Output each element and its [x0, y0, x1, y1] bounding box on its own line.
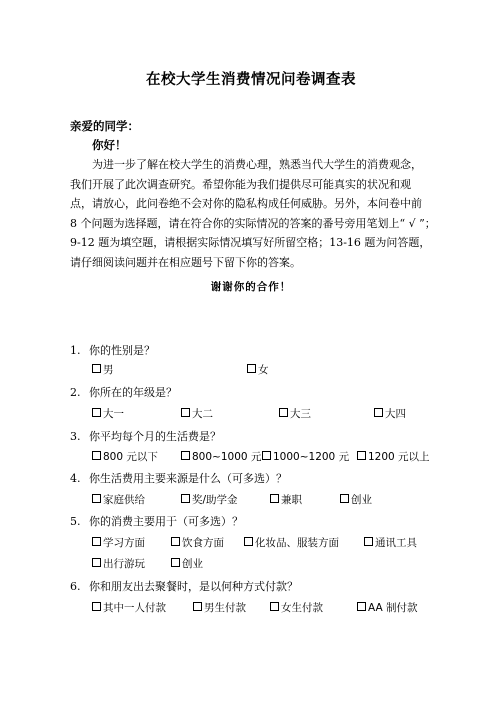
- option-scholarship[interactable]: [181, 492, 238, 507]
- intro-line: 9-12 题为填空题，请根据实际情况填写好所留空格；13-16 题为问答题，: [70, 236, 431, 249]
- question-5: [70, 513, 243, 529]
- option-startup-spend[interactable]: [171, 556, 203, 571]
- option-label: 800 元以下: [103, 451, 158, 463]
- option-aa[interactable]: [357, 600, 418, 615]
- option-label: 大二: [192, 408, 213, 420]
- option-label: 1200 元以上: [368, 451, 430, 463]
- option-label: 化妆品、服装方面: [255, 537, 339, 549]
- option-freshman[interactable]: [92, 406, 124, 421]
- question-text: 你所在的年级是？: [89, 386, 177, 399]
- checkbox-icon[interactable]: [92, 602, 101, 611]
- checkbox-icon[interactable]: [193, 602, 202, 611]
- checkbox-icon[interactable]: [279, 408, 288, 417]
- checkbox-icon[interactable]: [92, 408, 101, 417]
- question-1: [70, 342, 155, 358]
- option-label: 大三: [290, 408, 311, 420]
- option-senior[interactable]: [374, 406, 406, 421]
- option-label: AA 制付款: [368, 602, 418, 614]
- option-label: 家庭供给: [103, 494, 145, 506]
- question-text: 你生活费用主要来源是什么（可多选）？: [89, 472, 287, 485]
- option-family[interactable]: [92, 492, 145, 507]
- question-number: 5.: [70, 515, 81, 528]
- option-allowance-4[interactable]: [357, 449, 430, 464]
- question-text: 你的性别是？: [89, 344, 155, 357]
- option-one-pays[interactable]: [92, 600, 166, 615]
- option-sophomore[interactable]: [181, 406, 213, 421]
- checkbox-icon[interactable]: [181, 408, 190, 417]
- intro-line: 我们开展了此次调查研究。希望你能为我们提供尽可能真实的状况和观: [70, 177, 411, 191]
- option-food[interactable]: [171, 535, 224, 550]
- option-label: 男: [103, 364, 114, 376]
- option-label: 创业: [351, 494, 372, 506]
- question-2: [70, 384, 177, 400]
- page-title: 在校大学生消费情况问卷调查表: [146, 72, 356, 88]
- option-label: 大四: [385, 408, 406, 420]
- intro-paragraph: [70, 155, 436, 272]
- question-number: 3.: [70, 430, 81, 443]
- question-text: 你和朋友出去聚餐时，是以何种方式付款？: [89, 580, 298, 593]
- checkbox-icon[interactable]: [247, 364, 256, 373]
- checkbox-icon[interactable]: [92, 494, 101, 503]
- checkbox-icon[interactable]: [171, 558, 180, 567]
- question-4: [70, 470, 287, 486]
- intro-line: 点，请放心，此问卷绝不会对你的隐私构成任何威胁。另外，本问卷中前: [70, 197, 422, 210]
- option-telecom[interactable]: [364, 535, 417, 550]
- option-female-pays[interactable]: [270, 600, 323, 615]
- option-cosmetics[interactable]: [244, 535, 339, 550]
- checkbox-icon[interactable]: [181, 451, 190, 460]
- option-label: 出行游玩: [103, 558, 145, 570]
- option-label: 1000~1200 元: [273, 451, 350, 463]
- intro-line: 8 个问题为选择题，请在符合你的实际情况的答案的番号旁用笔划上“ √ ”；: [70, 216, 436, 230]
- option-label: 学习方面: [103, 537, 145, 549]
- question-text: 你平均每个月的生活费是？: [89, 430, 221, 443]
- option-female[interactable]: [247, 362, 269, 377]
- option-label: 奖/助学金: [192, 494, 238, 506]
- checkbox-icon[interactable]: [262, 451, 271, 460]
- checkbox-icon[interactable]: [92, 558, 101, 567]
- option-label: 800~1000 元: [192, 451, 262, 463]
- option-parttime[interactable]: [270, 492, 302, 507]
- option-travel[interactable]: [92, 556, 145, 571]
- option-label: 其中一人付款: [103, 602, 166, 614]
- option-junior[interactable]: [279, 406, 311, 421]
- hello-text: 你好！: [92, 138, 127, 152]
- checkbox-icon[interactable]: [92, 537, 101, 546]
- intro-line: 为进一步了解在校大学生的消费心理，熟悉当代大学生的消费观念，: [92, 158, 422, 171]
- checkbox-icon[interactable]: [374, 408, 383, 417]
- option-label: 男生付款: [204, 602, 246, 614]
- question-number: 2.: [70, 386, 81, 399]
- intro-line: 请仔细阅读问题并在相应题号下留下你的答案。: [70, 255, 301, 269]
- checkbox-icon[interactable]: [340, 494, 349, 503]
- checkbox-icon[interactable]: [364, 537, 373, 546]
- greeting: 亲爱的同学：: [70, 119, 139, 133]
- question-number: 1.: [70, 344, 81, 357]
- option-label: 创业: [182, 558, 203, 570]
- option-study[interactable]: [92, 535, 145, 550]
- option-male[interactable]: [92, 362, 114, 377]
- checkbox-icon[interactable]: [357, 451, 366, 460]
- option-label: 兼职: [281, 494, 302, 506]
- checkbox-icon[interactable]: [270, 602, 279, 611]
- checkbox-icon[interactable]: [244, 537, 253, 546]
- option-male-pays[interactable]: [193, 600, 246, 615]
- option-startup[interactable]: [340, 492, 372, 507]
- question-number: 6.: [70, 580, 81, 593]
- question-text: 你的消费主要用于（可多选）？: [89, 515, 243, 528]
- option-label: 女生付款: [281, 602, 323, 614]
- option-label: 通讯工具: [375, 537, 417, 549]
- option-label: 女: [258, 364, 269, 376]
- option-allowance-1[interactable]: [92, 449, 158, 464]
- option-label: 大一: [103, 408, 124, 420]
- thanks-text: 谢谢你的合作！: [210, 281, 292, 293]
- checkbox-icon[interactable]: [357, 602, 366, 611]
- question-6: [70, 578, 298, 594]
- checkbox-icon[interactable]: [171, 537, 180, 546]
- option-allowance-3[interactable]: [262, 449, 349, 464]
- checkbox-icon[interactable]: [270, 494, 279, 503]
- question-3: [70, 428, 221, 444]
- checkbox-icon[interactable]: [181, 494, 190, 503]
- question-number: 4.: [70, 472, 81, 485]
- checkbox-icon[interactable]: [92, 451, 101, 460]
- checkbox-icon[interactable]: [92, 364, 101, 373]
- option-label: 饮食方面: [182, 537, 224, 549]
- option-allowance-2[interactable]: [181, 449, 261, 464]
